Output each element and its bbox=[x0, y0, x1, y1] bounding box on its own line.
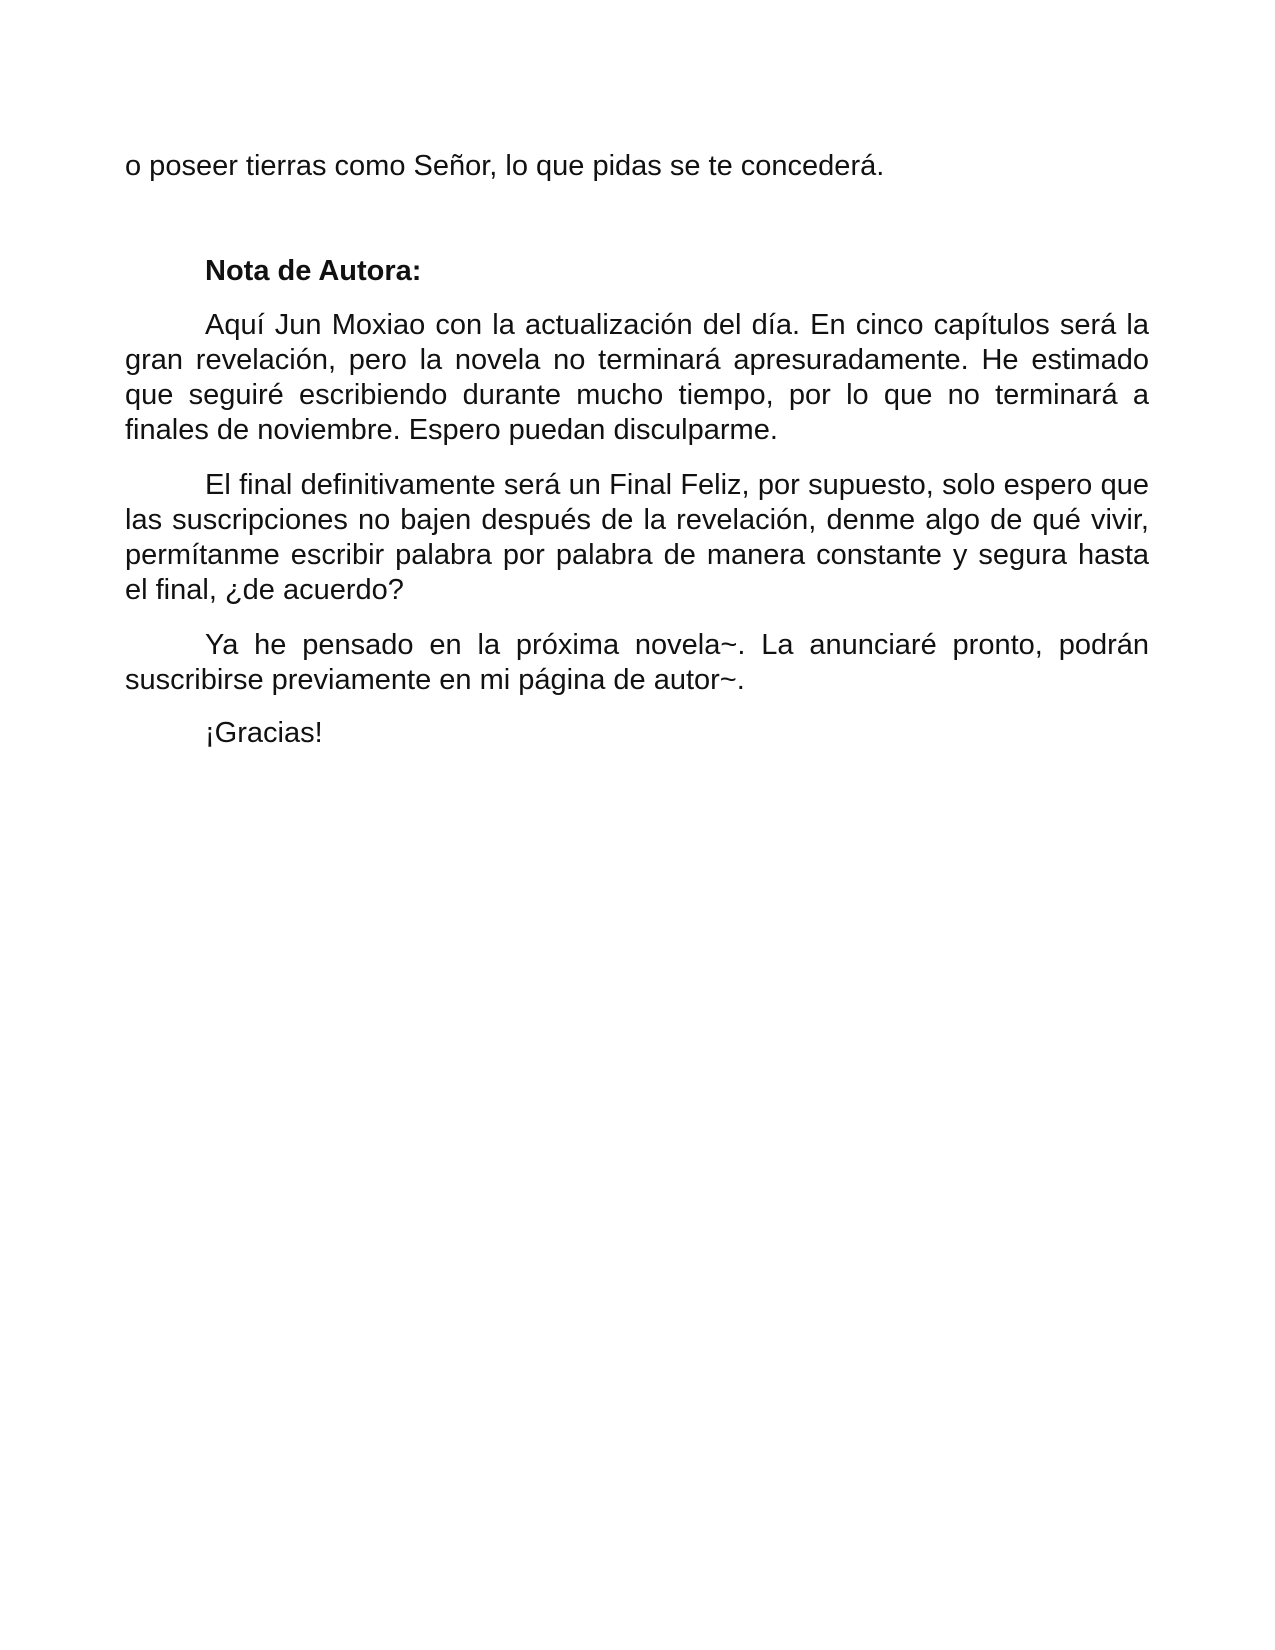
author-note-heading: Nota de Autora: bbox=[205, 255, 422, 287]
author-note-paragraph-2: El final definitivamente será un Final Feliz, por supuesto, solo espero que las suscripciones no bajen después de la revelación, denme algo de qué vivir, permítanme escribir palabra por palabra de manera constante y segura hasta el final, ¿de acuerdo? bbox=[125, 469, 1149, 606]
author-note-thanks: ¡Gracias! bbox=[205, 717, 323, 749]
author-note-paragraph-1: Aquí Jun Moxiao con la actualización del día. En cinco capítulos será la gran revelación, pero la novela no terminará apresuradamente. He estimado que seguiré escribiendo durante mucho tiempo, por lo que no terminará a finales de noviembre. Espero puedan disculparme. bbox=[125, 309, 1149, 446]
author-note-paragraph-3: Ya he pensado en la próxima novela~. La anunciaré pronto, podrán suscribirse previamente en mi página de autor~. bbox=[125, 629, 1149, 696]
continuation-paragraph: o poseer tierras como Señor, lo que pidas se te concederá. bbox=[125, 150, 885, 182]
